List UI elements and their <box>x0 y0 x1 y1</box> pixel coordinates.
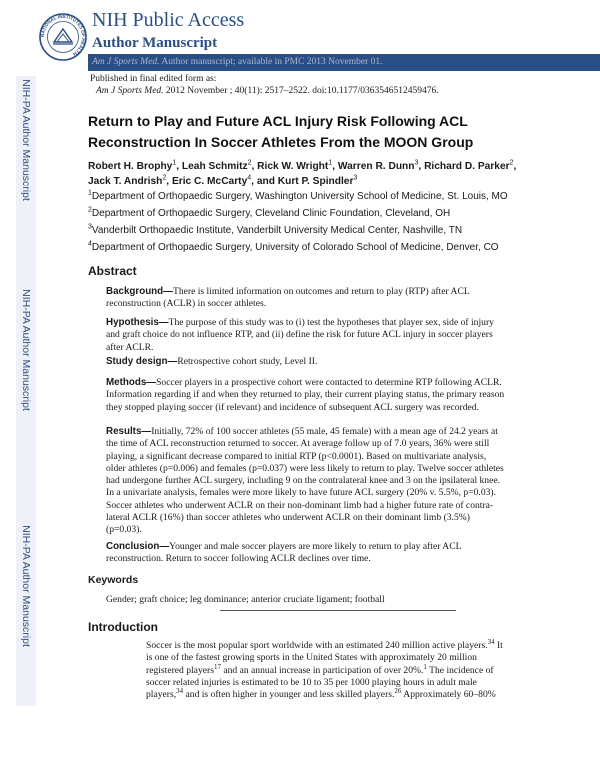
header-bar-text: Author manuscript; available in PMC 2013 November 01. <box>161 57 383 67</box>
abstract-results-text: Initially, 72% of 100 soccer athletes (55 male, 45 female) with a mean age of 24.2 years at the time of ACL reconstruction returned to soccer. At average follow up of 7.0 years, 36% were still playing, a significant decrease compared to initial RTP (p<0.0001). Based on multivariate analysis, older athletes (p=0.006) and females (p=0.037) were less likely to return to play. Twelve soccer athletes had undergone further ACL surgery, including 9 on the contralateral knee and 3 on the ipsilateral knee. In a univariate analysis, females were more likely to have future ACL surgery (20% v. 5.5%, p=0.03). Soccer athletes who underwent ACLR on their non-dominant limb had a higher future rate of contra-lateral ACLR (16%) than soccer athletes who underwent ACLR on their dominant limb (3.5%) (p=0.03). <box>106 426 504 536</box>
article-title <box>88 111 558 153</box>
author-affiliation-ref: 3 <box>353 174 358 182</box>
intro-text: Soccer is the most popular sport worldwide with an estimated 240 million active players. <box>146 640 488 651</box>
affiliation-number: 2 <box>88 206 92 214</box>
abstract-design-text: Retrospective cohort study, Level II. <box>177 356 318 367</box>
author-separator: , and <box>251 176 278 187</box>
author-affiliation-ref: 3 <box>414 159 419 167</box>
citation-ref: 34 <box>487 637 495 646</box>
affiliation-text: Department of Orthopaedic Surgery, Washington University School of Medicine, St. Louis, MO <box>91 191 508 202</box>
header-bar-journal: Am J Sports Med. <box>92 57 160 67</box>
citation-details: 2012 November ; 40(11): 2517–2522. doi:10.1177/0363546512459476. <box>165 86 439 96</box>
introduction-heading: Introduction <box>88 620 158 634</box>
citation <box>96 86 439 96</box>
svg-text:NATIONAL INSTITUTES OF HEALTH: NATIONAL INSTITUTES OF HEALTH <box>39 13 87 57</box>
author-list <box>88 159 568 189</box>
abstract-methods-label: Methods— <box>106 377 157 388</box>
author-name: Eric C. McCarty <box>171 176 248 187</box>
nih-public-access-title: NIH Public Access <box>92 9 245 31</box>
article-title-line-2: Reconstruction In Soccer Athletes From the MOON Group <box>88 134 474 150</box>
abstract-heading: Abstract <box>88 264 137 278</box>
abstract-conclusion <box>106 541 506 566</box>
affiliation-text: Department of Orthopaedic Surgery, Cleveland Clinic Foundation, Cleveland, OH <box>91 208 451 219</box>
intro-text: It is one of the fastest growing sports in the United States with approximately 20 million registered players <box>146 640 503 676</box>
affiliation-text: Vanderbilt Orthopaedic Institute, Vanderbilt University Medical Center, Nashville, TN <box>91 225 463 236</box>
author-manuscript-subtitle: Author Manuscript <box>92 35 218 51</box>
abstract-conclusion-text: Younger and male soccer players are more likely to return to play after ACL reconstruction. Return to soccer following ACLR declines over time. <box>106 541 462 565</box>
affiliation-number: 4 <box>88 240 92 248</box>
abstract-results <box>106 426 506 537</box>
author-affiliation-ref: 2 <box>162 174 167 182</box>
introduction-paragraph <box>146 637 508 701</box>
author-name: Richard D. Parker <box>424 161 510 172</box>
author-affiliation-ref: 2 <box>509 159 514 167</box>
author-separator: , <box>166 176 172 187</box>
affiliation-4 <box>88 242 568 253</box>
abstract-hypothesis <box>106 317 506 354</box>
author-separator: , <box>332 161 338 172</box>
author-name: Warren R. Dunn <box>337 161 415 172</box>
author-separator: , <box>418 161 425 172</box>
keywords-text: Gender; graft choice; leg dominance; anterior cruciate ligament; football <box>106 594 385 605</box>
author-separator: , <box>176 161 182 172</box>
article-title-line-1: Return to Play and Future ACL Injury Risk Following ACL <box>88 113 468 129</box>
affiliation-number: 3 <box>88 223 92 231</box>
published-label: Published in final edited form as: <box>90 74 217 84</box>
affiliation-text: Department of Orthopaedic Surgery, University of Colorado School of Medicine, Denver, CO <box>91 242 499 253</box>
keywords-heading: Keywords <box>88 574 139 586</box>
intro-text: and an annual increase in participation of over 20%. <box>220 664 424 676</box>
abstract-results-label: Results— <box>106 426 152 437</box>
abstract-hypothesis-label: Hypothesis— <box>106 317 169 328</box>
abstract-background-label: Background— <box>106 286 173 297</box>
citation-ref: 1 <box>423 662 427 671</box>
author-affiliation-ref: 4 <box>247 174 252 182</box>
abstract-conclusion-label: Conclusion— <box>106 541 170 552</box>
affiliation-number: 1 <box>88 189 92 197</box>
intro-text: and is often higher in younger and less skilled players. <box>183 689 395 701</box>
header-availability-bar <box>88 54 600 71</box>
author-name: Kurt P. Spindler <box>277 176 354 187</box>
author-affiliation-ref: 1 <box>328 159 333 167</box>
author-affiliation-ref: 2 <box>247 159 252 167</box>
citation-ref: 17 <box>213 662 221 671</box>
abstract-methods <box>106 377 506 414</box>
author-name: Jack T. Andrish <box>88 176 163 187</box>
abstract-background-text: There is limited information on outcomes and return to play (RTP) after ACL reconstruction (ACLR) in soccer athletes. <box>106 286 470 310</box>
abstract-methods-text: Soccer players in a prospective cohort were contacted to determine RTP following ACLR. Information regarding if and when they returned to play, their current playing status, the primary reason they stopped playing soccer (if relevant) and incidence of subsequent ACL surgery was recorded. <box>106 377 505 413</box>
author-name: Leah Schmitz <box>181 161 248 172</box>
author-separator: , <box>251 161 258 172</box>
citation-journal: Am J Sports Med. <box>96 86 164 96</box>
section-divider <box>220 610 456 611</box>
affiliation-2 <box>88 208 568 219</box>
abstract-hypothesis-text: The purpose of this study was to (i) test the hypotheses that player sex, side of injury and graft choice do not influence RTP, and (ii) define the risk for future ACL injury in soccer players after ACLR. <box>106 317 494 353</box>
abstract-study-design <box>106 356 506 368</box>
citation-ref: 34 <box>176 687 184 695</box>
affiliation-1 <box>88 191 568 202</box>
affiliation-3 <box>88 225 568 236</box>
author-name: Robert H. Brophy <box>88 161 173 172</box>
author-affiliation-ref: 1 <box>172 159 177 167</box>
abstract-design-label: Study design— <box>106 356 178 367</box>
citation-ref: 26 <box>394 687 402 695</box>
intro-text: The incidence of soccer related injuries is estimated to be 10 to 35 per 1000 playing hours in adult male players, <box>146 664 494 701</box>
author-name: Rick W. Wright <box>257 161 329 172</box>
abstract-background <box>106 286 506 311</box>
intro-text: Approximately 60–80% <box>401 689 496 701</box>
author-separator: , <box>513 161 517 172</box>
nih-seal-logo <box>38 12 88 62</box>
